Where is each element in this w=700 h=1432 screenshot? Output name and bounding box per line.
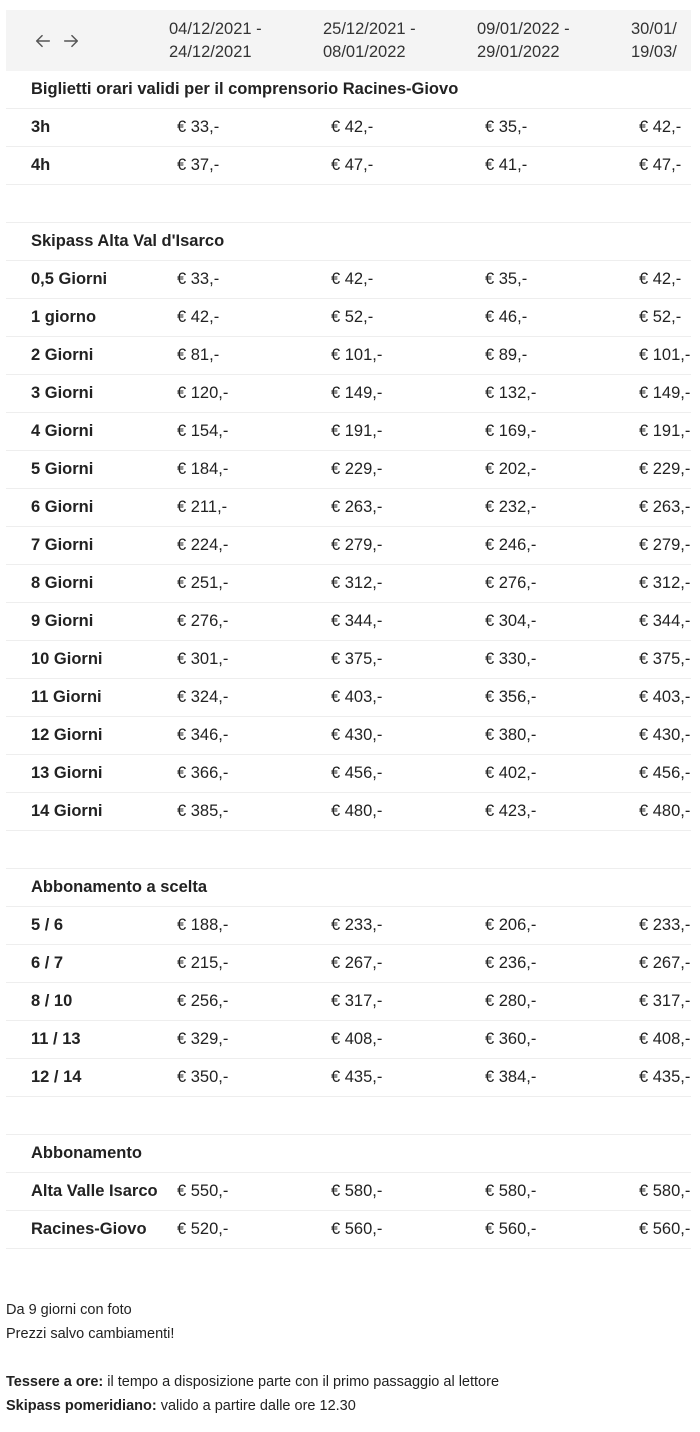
table-row [6, 337, 691, 375]
price-cell: € 330,- [485, 650, 537, 668]
row-label: Racines-Giovo [31, 1220, 147, 1238]
price-cell: € 356,- [485, 688, 537, 706]
table-row [6, 1021, 691, 1059]
price-cell: € 46,- [485, 308, 528, 326]
table-row [6, 375, 691, 413]
price-cell: € 403,- [331, 688, 383, 706]
price-cell: € 423,- [485, 802, 537, 820]
table-row [6, 793, 691, 831]
price-cell: € 81,- [177, 346, 220, 364]
row-label: 7 Giorni [31, 536, 94, 554]
row-label: 13 Giorni [31, 764, 103, 782]
row-label: 3 Giorni [31, 384, 94, 402]
price-cell: € 403,- [639, 688, 691, 706]
row-label: 11 / 13 [31, 1030, 81, 1048]
row-label: 3h [31, 118, 51, 136]
period-start: 30/01/ [631, 19, 677, 38]
price-cell: € 233,- [639, 916, 691, 934]
price-cell: € 430,- [331, 726, 383, 744]
table-row [6, 109, 691, 147]
note-afternoon-label: Skipass pomeridiano: [6, 1398, 157, 1414]
period-header [169, 18, 323, 64]
price-cell: € 263,- [639, 498, 691, 516]
table-row [6, 641, 691, 679]
price-cell: € 41,- [485, 156, 528, 174]
table-body [6, 71, 691, 1249]
section-spacer [6, 1097, 691, 1135]
price-cell: € 236,- [485, 954, 537, 972]
price-cell: € 344,- [331, 612, 383, 630]
price-cell: € 301,- [177, 650, 229, 668]
price-cell: € 329,- [177, 1030, 229, 1048]
note-afternoon-text: valido a partire dalle ore 12.30 [156, 1398, 356, 1414]
period-end: 19/03/ [631, 42, 677, 61]
price-cell: € 317,- [639, 992, 691, 1010]
period-end: 29/01/2022 [477, 42, 560, 61]
row-label: Alta Valle Isarco [31, 1182, 158, 1200]
table-row [6, 147, 691, 185]
price-cell: € 560,- [331, 1220, 383, 1238]
period-start: 09/01/2022 - [477, 19, 570, 38]
price-cell: € 37,- [177, 156, 220, 174]
price-cell: € 276,- [485, 574, 537, 592]
note-afternoon [6, 1394, 499, 1418]
price-cell: € 202,- [485, 460, 537, 478]
price-cell: € 35,- [485, 270, 528, 288]
row-label: 1 giorno [31, 308, 97, 326]
price-cell: € 430,- [639, 726, 691, 744]
price-cell: € 456,- [331, 764, 383, 782]
table-row [6, 755, 691, 793]
table-header [6, 10, 691, 71]
price-cell: € 251,- [177, 574, 229, 592]
price-cell: € 206,- [485, 916, 537, 934]
price-cell: € 384,- [485, 1068, 537, 1086]
price-cell: € 366,- [177, 764, 229, 782]
row-label: 12 / 14 [31, 1068, 82, 1086]
table-row [6, 1211, 691, 1249]
price-cell: € 408,- [331, 1030, 383, 1048]
row-label: 0,5 Giorni [31, 270, 108, 288]
price-cell: € 101,- [639, 346, 691, 364]
period-start: 25/12/2021 - [323, 19, 416, 38]
price-cell: € 89,- [485, 346, 528, 364]
price-cell: € 267,- [331, 954, 383, 972]
price-cell: € 324,- [177, 688, 229, 706]
period-end: 24/12/2021 [169, 42, 252, 61]
period-start: 04/12/2021 - [169, 19, 262, 38]
price-cell: € 169,- [485, 422, 537, 440]
arrow-right-icon[interactable] [61, 31, 81, 51]
price-cell: € 402,- [485, 764, 537, 782]
price-cell: € 456,- [639, 764, 691, 782]
table-row [6, 717, 691, 755]
table-row [6, 261, 691, 299]
price-cell: € 42,- [639, 118, 682, 136]
table-row [6, 413, 691, 451]
row-label: 6 / 7 [31, 954, 64, 972]
row-label: 8 Giorni [31, 574, 94, 592]
price-cell: € 47,- [639, 156, 682, 174]
price-cell: € 435,- [331, 1068, 383, 1086]
price-cell: € 267,- [639, 954, 691, 972]
price-cell: € 350,- [177, 1068, 229, 1086]
row-label: 5 / 6 [31, 916, 64, 934]
note-hours-text: il tempo a disposizione parte con il primo passaggio al lettore [103, 1374, 500, 1390]
price-cell: € 256,- [177, 992, 229, 1010]
price-cell: € 312,- [331, 574, 383, 592]
row-label: 14 Giorni [31, 802, 103, 820]
price-cell: € 550,- [177, 1182, 229, 1200]
price-cell: € 33,- [177, 118, 220, 136]
row-label: 11 Giorni [31, 688, 102, 706]
price-cell: € 279,- [639, 536, 691, 554]
note-photo: Da 9 giorni con foto [6, 1302, 132, 1318]
price-cell: € 560,- [639, 1220, 691, 1238]
price-cell: € 188,- [177, 916, 229, 934]
note-hours [6, 1370, 499, 1394]
table-row [6, 299, 691, 337]
period-end: 08/01/2022 [323, 42, 406, 61]
price-cell: € 229,- [639, 460, 691, 478]
price-cell: € 35,- [485, 118, 528, 136]
price-cell: € 408,- [639, 1030, 691, 1048]
price-cell: € 580,- [485, 1182, 537, 1200]
price-cell: € 263,- [331, 498, 383, 516]
price-cell: € 280,- [485, 992, 537, 1010]
price-cell: € 184,- [177, 460, 229, 478]
section-title: Abbonamento [6, 1135, 691, 1173]
price-cell: € 191,- [331, 422, 383, 440]
row-label: 2 Giorni [31, 346, 94, 364]
table-row [6, 489, 691, 527]
table-row [6, 679, 691, 717]
price-cell: € 191,- [639, 422, 691, 440]
price-cell: € 380,- [485, 726, 537, 744]
price-cell: € 52,- [331, 308, 374, 326]
price-cell: € 154,- [177, 422, 229, 440]
price-cell: € 480,- [331, 802, 383, 820]
price-cell: € 232,- [485, 498, 537, 516]
price-cell: € 375,- [331, 650, 383, 668]
price-cell: € 312,- [639, 574, 691, 592]
row-label: 4h [31, 156, 51, 174]
row-label: 10 Giorni [31, 650, 103, 668]
price-cell: € 42,- [177, 308, 220, 326]
period-header [631, 18, 691, 64]
price-cell: € 346,- [177, 726, 229, 744]
price-cell: € 52,- [639, 308, 682, 326]
price-cell: € 120,- [177, 384, 229, 402]
price-cell: € 580,- [639, 1182, 691, 1200]
price-cell: € 246,- [485, 536, 537, 554]
price-cell: € 480,- [639, 802, 691, 820]
section-title: Biglietti orari validi per il comprensorio Racines-Giovo [6, 71, 691, 109]
price-cell: € 375,- [639, 650, 691, 668]
price-cell: € 215,- [177, 954, 229, 972]
price-cell: € 42,- [331, 270, 374, 288]
table-row [6, 1173, 691, 1211]
row-label: 9 Giorni [31, 612, 94, 630]
price-table [6, 10, 691, 1249]
price-cell: € 435,- [639, 1068, 691, 1086]
price-cell: € 229,- [331, 460, 383, 478]
row-label: 4 Giorni [31, 422, 94, 440]
row-label: 12 Giorni [31, 726, 103, 744]
price-cell: € 47,- [331, 156, 374, 174]
table-row [6, 983, 691, 1021]
price-cell: € 304,- [485, 612, 537, 630]
table-row [6, 565, 691, 603]
row-label: 6 Giorni [31, 498, 94, 516]
price-cell: € 520,- [177, 1220, 229, 1238]
row-label: 8 / 10 [31, 992, 73, 1010]
row-label: 5 Giorni [31, 460, 94, 478]
period-navigation [6, 31, 169, 51]
table-row [6, 945, 691, 983]
price-cell: € 42,- [639, 270, 682, 288]
section-title: Abbonamento a scelta [6, 869, 691, 907]
price-cell: € 149,- [331, 384, 383, 402]
price-cell: € 132,- [485, 384, 537, 402]
price-cell: € 211,- [177, 498, 228, 516]
arrow-left-icon[interactable] [33, 31, 53, 51]
table-row [6, 451, 691, 489]
section-spacer [6, 185, 691, 223]
table-row [6, 1059, 691, 1097]
price-cell: € 233,- [331, 916, 383, 934]
price-cell: € 317,- [331, 992, 383, 1010]
table-row [6, 907, 691, 945]
section-title: Skipass Alta Val d'Isarco [6, 223, 691, 261]
price-cell: € 385,- [177, 802, 229, 820]
price-cell: € 560,- [485, 1220, 537, 1238]
section-spacer [6, 831, 691, 869]
price-cell: € 279,- [331, 536, 383, 554]
period-header [477, 18, 631, 64]
price-cell: € 276,- [177, 612, 229, 630]
price-cell: € 149,- [639, 384, 691, 402]
table-row [6, 527, 691, 565]
note-hours-label: Tessere a ore: [6, 1374, 104, 1390]
price-cell: € 224,- [177, 536, 229, 554]
table-row [6, 603, 691, 641]
period-header [323, 18, 477, 64]
price-cell: € 580,- [331, 1182, 383, 1200]
price-cell: € 42,- [331, 118, 374, 136]
price-cell: € 360,- [485, 1030, 537, 1048]
price-cell: € 33,- [177, 270, 220, 288]
price-cell: € 344,- [639, 612, 691, 630]
note-prices: Prezzi salvo cambiamenti! [6, 1326, 175, 1342]
notes [6, 1298, 499, 1418]
price-cell: € 101,- [331, 346, 383, 364]
